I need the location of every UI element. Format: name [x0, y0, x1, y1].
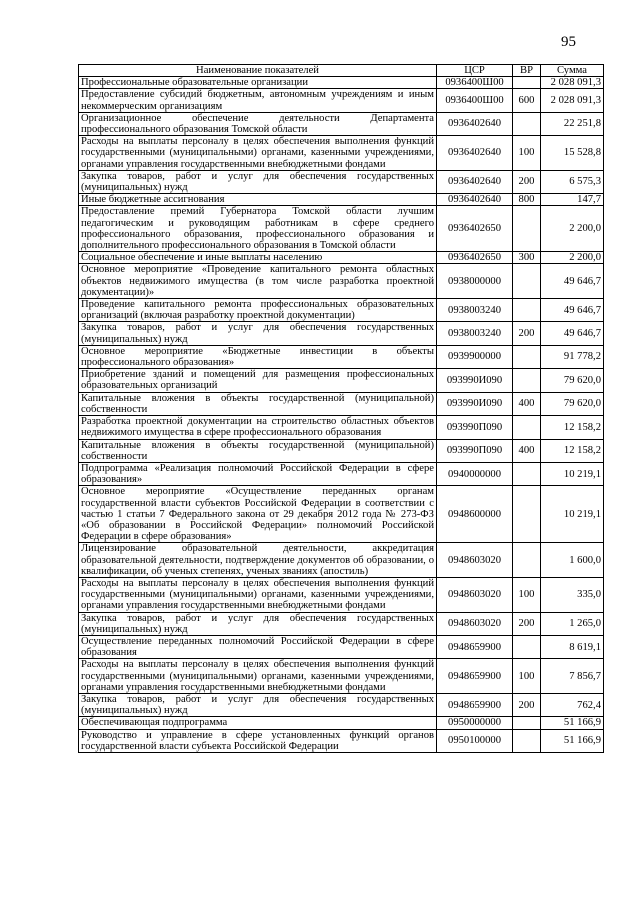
- cell-sum: 335,0: [541, 577, 604, 612]
- table-row: [79, 729, 604, 752]
- cell-csr: 0936402640: [437, 170, 513, 193]
- cell-vr: 200: [513, 322, 541, 345]
- cell-vr: 200: [513, 693, 541, 716]
- cell-csr: 093990П090: [437, 439, 513, 462]
- cell-vr: 600: [513, 89, 541, 112]
- cell-vr: 200: [513, 170, 541, 193]
- cell-csr: 0950100000: [437, 729, 513, 752]
- cell-vr: [513, 77, 541, 89]
- cell-vr: [513, 206, 541, 252]
- cell-csr: 0940000000: [437, 462, 513, 485]
- cell-name: Осуществление переданных полномочий Российской Федерации в сфере образования: [79, 635, 437, 658]
- cell-csr: 0936400Ш00: [437, 77, 513, 89]
- table-row: [79, 264, 604, 299]
- cell-csr: 0938003240: [437, 322, 513, 345]
- table-body: [79, 77, 604, 753]
- cell-name: Расходы на выплаты персоналу в целях обеспечения выполнения функций государственными (муниципальными) органами, казенными учреждениями, органами управления государственными внебюджетными фондами: [79, 136, 437, 171]
- table-row: [79, 345, 604, 368]
- cell-csr: 0936402650: [437, 252, 513, 264]
- cell-name: Организационное обеспечение деятельности Департамента профессионального образования Томской области: [79, 112, 437, 135]
- cell-sum: 6 575,3: [541, 170, 604, 193]
- table-row: [79, 416, 604, 439]
- cell-vr: [513, 369, 541, 392]
- cell-name: Иные бюджетные ассигнования: [79, 194, 437, 206]
- table-header-row: [79, 65, 604, 77]
- cell-name: Закупка товаров, работ и услуг для обеспечения государственных (муниципальных) нужд: [79, 322, 437, 345]
- cell-sum: 79 620,0: [541, 392, 604, 415]
- cell-sum: 49 646,7: [541, 264, 604, 299]
- cell-sum: 1 600,0: [541, 543, 604, 578]
- cell-sum: 12 158,2: [541, 416, 604, 439]
- cell-vr: 400: [513, 439, 541, 462]
- column-header-vr: ВР: [513, 65, 541, 77]
- cell-name: Основное мероприятие «Проведение капитального ремонта областных объектов недвижимого имущества (в том числе разработка проектной документации)»: [79, 264, 437, 299]
- cell-sum: 762,4: [541, 693, 604, 716]
- column-header-name: Наименование показателей: [79, 65, 437, 77]
- table-row: [79, 462, 604, 485]
- cell-csr: 0938003240: [437, 299, 513, 322]
- cell-vr: [513, 717, 541, 729]
- cell-name: Основное мероприятие «Осуществление переданных органам государственной власти субъектов Российской Федерации в соответствии с частью 1 статьи 7 Федерального закона от 29 декабря 2012 года № 273-ФЗ «Об образовании в Российской Федерации» полномочий Российской Федерации в сфере образования»: [79, 486, 437, 543]
- table-row: [79, 717, 604, 729]
- cell-vr: 100: [513, 136, 541, 171]
- cell-csr: 0936402640: [437, 194, 513, 206]
- table-row: [79, 322, 604, 345]
- table-row: [79, 299, 604, 322]
- column-header-csr: ЦСР: [437, 65, 513, 77]
- cell-name: Приобретение зданий и помещений для размещения профессиональных образовательных организаций: [79, 369, 437, 392]
- table-row: [79, 486, 604, 543]
- cell-sum: 2 028 091,3: [541, 89, 604, 112]
- cell-vr: 400: [513, 392, 541, 415]
- cell-csr: 0948603020: [437, 577, 513, 612]
- cell-vr: [513, 112, 541, 135]
- cell-sum: 1 265,0: [541, 612, 604, 635]
- cell-name: Расходы на выплаты персоналу в целях обеспечения выполнения функций государственными (муниципальными) органами, казенными учреждениями, органами управления государственными внебюджетными фондами: [79, 659, 437, 694]
- budget-table: [78, 64, 604, 753]
- cell-csr: 0950000000: [437, 717, 513, 729]
- cell-name: Закупка товаров, работ и услуг для обеспечения государственных (муниципальных) нужд: [79, 612, 437, 635]
- table-row: [79, 89, 604, 112]
- cell-sum: 15 528,8: [541, 136, 604, 171]
- cell-csr: 093990П090: [437, 416, 513, 439]
- cell-sum: 2 200,0: [541, 206, 604, 252]
- cell-name: Руководство и управление в сфере установленных функций органов государственной власти субъекта Российской Федерации: [79, 729, 437, 752]
- cell-csr: 093990И090: [437, 369, 513, 392]
- table-row: [79, 206, 604, 252]
- cell-sum: 10 219,1: [541, 486, 604, 543]
- cell-csr: 0936402640: [437, 112, 513, 135]
- cell-vr: [513, 543, 541, 578]
- table-row: [79, 170, 604, 193]
- cell-name: Разработка проектной документации на строительство областных объектов недвижимого имущества в сфере профессионального образования: [79, 416, 437, 439]
- table-row: [79, 659, 604, 694]
- cell-csr: 0936400Ш00: [437, 89, 513, 112]
- table-row: [79, 612, 604, 635]
- cell-name: Капитальные вложения в объекты государственной (муниципальной) собственности: [79, 439, 437, 462]
- table-row: [79, 194, 604, 206]
- table-row: [79, 439, 604, 462]
- cell-vr: [513, 635, 541, 658]
- table-row: [79, 77, 604, 89]
- table-row: [79, 392, 604, 415]
- cell-csr: 0948603020: [437, 612, 513, 635]
- cell-vr: 300: [513, 252, 541, 264]
- column-header-sum: Сумма: [541, 65, 604, 77]
- cell-sum: 51 166,9: [541, 729, 604, 752]
- cell-vr: 800: [513, 194, 541, 206]
- cell-name: Предоставление субсидий бюджетным, автономным учреждениям и иным некоммерческим организациям: [79, 89, 437, 112]
- table-row: [79, 252, 604, 264]
- cell-name: Закупка товаров, работ и услуг для обеспечения государственных (муниципальных) нужд: [79, 693, 437, 716]
- cell-name: Подпрограмма «Реализация полномочий Российской Федерации в сфере образования»: [79, 462, 437, 485]
- cell-vr: [513, 264, 541, 299]
- table-row: [79, 136, 604, 171]
- cell-csr: 0936402650: [437, 206, 513, 252]
- cell-sum: 2 028 091,3: [541, 77, 604, 89]
- cell-csr: 0939900000: [437, 345, 513, 368]
- cell-csr: 093990И090: [437, 392, 513, 415]
- cell-csr: 0948600000: [437, 486, 513, 543]
- cell-sum: 91 778,2: [541, 345, 604, 368]
- cell-name: Закупка товаров, работ и услуг для обеспечения государственных (муниципальных) нужд: [79, 170, 437, 193]
- cell-name: Профессиональные образовательные организации: [79, 77, 437, 89]
- cell-vr: [513, 299, 541, 322]
- cell-vr: [513, 462, 541, 485]
- cell-vr: 200: [513, 612, 541, 635]
- page-number: 95: [561, 34, 576, 50]
- cell-sum: 7 856,7: [541, 659, 604, 694]
- table-row: [79, 543, 604, 578]
- cell-name: Лицензирование образовательной деятельности, аккредитация образовательной деятельности, подтверждение документов об образовании, о квалификации, об ученых степенях, ученых званиях (апостиль): [79, 543, 437, 578]
- table-row: [79, 369, 604, 392]
- cell-sum: 10 219,1: [541, 462, 604, 485]
- cell-csr: 0936402640: [437, 136, 513, 171]
- cell-vr: [513, 345, 541, 368]
- cell-name: Расходы на выплаты персоналу в целях обеспечения выполнения функций государственными (муниципальными) органами, казенными учреждениями, органами управления государственными внебюджетными фондами: [79, 577, 437, 612]
- cell-csr: 0948659900: [437, 635, 513, 658]
- table-row: [79, 577, 604, 612]
- cell-vr: [513, 486, 541, 543]
- cell-sum: 12 158,2: [541, 439, 604, 462]
- cell-vr: [513, 729, 541, 752]
- cell-sum: 22 251,8: [541, 112, 604, 135]
- cell-name: Социальное обеспечение и иные выплаты населению: [79, 252, 437, 264]
- table-row: [79, 635, 604, 658]
- cell-sum: 147,7: [541, 194, 604, 206]
- cell-sum: 79 620,0: [541, 369, 604, 392]
- cell-name: Капитальные вложения в объекты государственной (муниципальной) собственности: [79, 392, 437, 415]
- cell-vr: [513, 416, 541, 439]
- cell-sum: 49 646,7: [541, 322, 604, 345]
- cell-csr: 0948659900: [437, 659, 513, 694]
- table-row: [79, 693, 604, 716]
- cell-sum: 49 646,7: [541, 299, 604, 322]
- cell-name: Предоставление премий Губернатора Томской области лучшим педагогическим и руководящим работникам в сфере среднего профессионального образования, профессионального образования и дополнительного профессионального образования в Томской области: [79, 206, 437, 252]
- table-row: [79, 112, 604, 135]
- cell-vr: 100: [513, 577, 541, 612]
- cell-sum: 51 166,9: [541, 717, 604, 729]
- cell-name: Обеспечивающая подпрограмма: [79, 717, 437, 729]
- cell-sum: 8 619,1: [541, 635, 604, 658]
- cell-name: Основное мероприятие «Бюджетные инвестиции в объекты профессионального образования»: [79, 345, 437, 368]
- cell-csr: 0948603020: [437, 543, 513, 578]
- cell-name: Проведение капитального ремонта профессиональных образовательных организаций (включая разработку проектной документации): [79, 299, 437, 322]
- cell-csr: 0938000000: [437, 264, 513, 299]
- cell-csr: 0948659900: [437, 693, 513, 716]
- cell-sum: 2 200,0: [541, 252, 604, 264]
- cell-vr: 100: [513, 659, 541, 694]
